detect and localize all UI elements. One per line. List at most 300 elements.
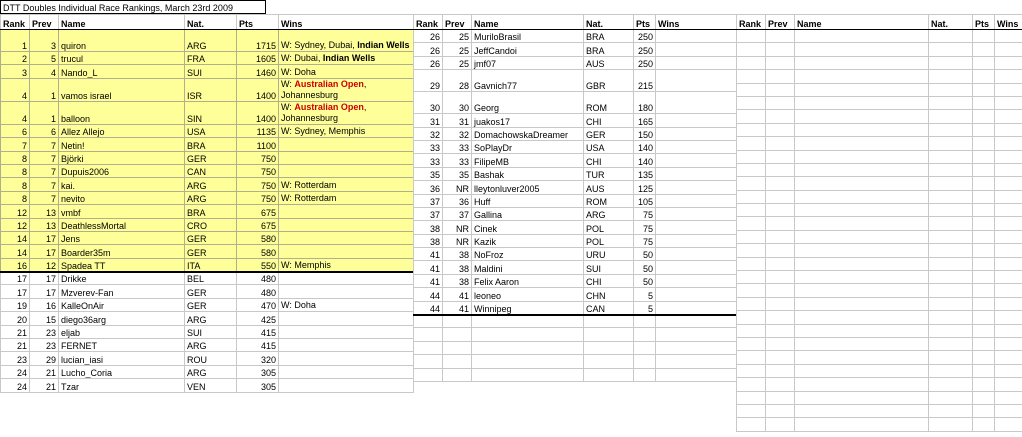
header-wins: Wins (656, 15, 737, 30)
empty-cell (634, 315, 656, 328)
empty-row (737, 230, 1022, 243)
empty-cell (795, 284, 929, 297)
empty-cell (472, 328, 584, 341)
prev-cell: 33 (443, 140, 472, 153)
empty-row (737, 271, 1022, 284)
wins-cell (656, 114, 737, 127)
empty-row (737, 123, 1022, 136)
nat-cell: ITA (185, 258, 237, 271)
pts-cell: 215 (634, 70, 656, 92)
pts-cell: 480 (237, 285, 279, 298)
nat-cell: CHI (584, 274, 634, 287)
nat-cell: AUS (584, 56, 634, 69)
rank-cell: 36 (414, 181, 443, 194)
prev-cell: 23 (30, 339, 59, 352)
wins-cell (279, 138, 414, 151)
empty-cell (995, 378, 1022, 391)
empty-cell (737, 137, 766, 150)
table-row (414, 70, 737, 92)
empty-cell (995, 257, 1022, 270)
nat-cell: ISR (185, 78, 237, 101)
prev-cell: 30 (443, 92, 472, 114)
empty-cell (973, 324, 995, 337)
name-cell: vamos israel (59, 78, 185, 101)
empty-cell (973, 123, 995, 136)
rank-cell: 38 (414, 234, 443, 247)
empty-cell (795, 137, 929, 150)
wins-cell (279, 205, 414, 218)
table-row (1, 205, 414, 218)
empty-cell (766, 391, 795, 404)
empty-cell (443, 368, 472, 381)
empty-cell (995, 204, 1022, 217)
wins-cell (656, 43, 737, 56)
empty-cell (795, 123, 929, 136)
empty-cell (929, 30, 973, 43)
empty-cell (414, 328, 443, 341)
prev-cell: NR (443, 181, 472, 194)
rank-cell: 38 (414, 221, 443, 234)
wins-cell (279, 312, 414, 325)
wins-text: , Johannesburg (281, 78, 367, 100)
name-cell: JeffCandoi (472, 43, 584, 56)
empty-cell (795, 257, 929, 270)
empty-row (414, 355, 737, 368)
empty-cell (973, 418, 995, 431)
empty-cell (973, 137, 995, 150)
name-cell: Björki (59, 151, 185, 164)
empty-cell (766, 163, 795, 176)
empty-cell (995, 297, 1022, 310)
empty-cell (973, 30, 995, 43)
empty-cell (973, 204, 995, 217)
empty-cell (973, 351, 995, 364)
nat-cell: GER (185, 245, 237, 258)
empty-row (737, 391, 1022, 404)
empty-cell (795, 43, 929, 56)
empty-row (737, 297, 1022, 310)
empty-cell (929, 150, 973, 163)
pts-cell: 1100 (237, 138, 279, 151)
empty-cell (656, 315, 737, 328)
rank-cell: 26 (414, 30, 443, 43)
empty-row (414, 315, 737, 328)
empty-cell (737, 364, 766, 377)
empty-cell (795, 244, 929, 257)
name-cell: juakos17 (472, 114, 584, 127)
header-prev: Prev (30, 15, 59, 30)
pts-cell: 305 (237, 365, 279, 378)
empty-cell (929, 177, 973, 190)
empty-cell (995, 30, 1022, 43)
prev-cell: 5 (30, 52, 59, 65)
nat-cell: ARG (185, 365, 237, 378)
empty-cell (656, 355, 737, 368)
empty-cell (973, 163, 995, 176)
table-row (414, 114, 737, 127)
rank-cell: 8 (1, 191, 30, 204)
rank-cell: 8 (1, 178, 30, 191)
rank-cell: 44 (414, 288, 443, 301)
rank-cell: 14 (1, 245, 30, 258)
empty-row (737, 30, 1022, 43)
rankings-table-1 (0, 14, 414, 393)
empty-cell (766, 297, 795, 310)
table-row (1, 379, 414, 392)
table-row (414, 167, 737, 180)
rank-cell: 26 (414, 56, 443, 69)
empty-row (737, 311, 1022, 324)
wins-cell (656, 70, 737, 92)
table-row (414, 56, 737, 69)
header-row (737, 15, 1022, 30)
rank-cell: 41 (414, 274, 443, 287)
empty-cell (995, 230, 1022, 243)
prev-cell: 25 (443, 56, 472, 69)
rank-cell: 4 (1, 101, 30, 124)
empty-cell (766, 230, 795, 243)
wins-text: Australian Open (294, 78, 364, 89)
empty-cell (766, 137, 795, 150)
name-cell: kai. (59, 178, 185, 191)
wins-cell (279, 365, 414, 378)
name-cell: jmf07 (472, 56, 584, 69)
empty-cell (737, 150, 766, 163)
header-pts: Pts (973, 15, 995, 30)
name-cell: vmbf (59, 205, 185, 218)
empty-cell (634, 328, 656, 341)
empty-cell (995, 70, 1022, 83)
rank-cell: 41 (414, 248, 443, 261)
empty-cell (737, 204, 766, 217)
rank-cell: 32 (414, 127, 443, 140)
pts-cell: 165 (634, 114, 656, 127)
prev-cell: 17 (30, 285, 59, 298)
pts-cell: 1135 (237, 124, 279, 137)
pts-cell: 105 (634, 194, 656, 207)
rank-cell: 29 (414, 70, 443, 92)
empty-cell (584, 368, 634, 381)
name-cell: eljab (59, 325, 185, 338)
wins-text: Indian Wells (322, 53, 376, 64)
table-row (414, 43, 737, 56)
nat-cell: URU (584, 248, 634, 261)
rank-cell: 37 (414, 207, 443, 220)
empty-cell (584, 355, 634, 368)
empty-cell (766, 150, 795, 163)
nat-cell: SUI (584, 261, 634, 274)
empty-cell (584, 315, 634, 328)
name-cell: Dupuis2006 (59, 164, 185, 177)
wins-cell (279, 298, 414, 311)
empty-cell (995, 324, 1022, 337)
rank-cell: 12 (1, 205, 30, 218)
empty-cell (995, 110, 1022, 123)
empty-cell (995, 271, 1022, 284)
wins-text: W: Sydney, Memphis (281, 126, 366, 137)
wins-cell (656, 301, 737, 314)
empty-cell (766, 217, 795, 230)
empty-row (737, 110, 1022, 123)
empty-cell (929, 123, 973, 136)
rank-cell: 33 (414, 140, 443, 153)
empty-cell (973, 217, 995, 230)
empty-row (414, 341, 737, 354)
table-row (1, 191, 414, 204)
empty-cell (737, 284, 766, 297)
table-row (1, 312, 414, 325)
empty-cell (766, 351, 795, 364)
name-cell: Lucho_Coria (59, 365, 185, 378)
empty-cell (995, 137, 1022, 150)
prev-cell: 38 (443, 274, 472, 287)
empty-cell (584, 341, 634, 354)
nat-cell: CHI (584, 154, 634, 167)
empty-cell (929, 190, 973, 203)
pts-cell: 675 (237, 205, 279, 218)
rank-cell: 20 (1, 312, 30, 325)
empty-cell (995, 364, 1022, 377)
empty-cell (995, 96, 1022, 109)
wins-cell (656, 30, 737, 43)
wins-cell (656, 261, 737, 274)
empty-cell (737, 351, 766, 364)
pts-cell: 480 (237, 272, 279, 285)
prev-cell: 16 (30, 298, 59, 311)
header-nat: Nat. (929, 15, 973, 30)
empty-cell (795, 378, 929, 391)
rank-cell: 30 (414, 92, 443, 114)
empty-cell (766, 177, 795, 190)
prev-cell: 1 (30, 78, 59, 101)
wins-cell (656, 56, 737, 69)
nat-cell: BRA (584, 30, 634, 43)
prev-cell: 17 (30, 272, 59, 285)
nat-cell: AUS (584, 181, 634, 194)
pts-cell: 1715 (237, 30, 279, 52)
prev-cell: 38 (443, 261, 472, 274)
prev-cell: 7 (30, 191, 59, 204)
nat-cell: GER (185, 231, 237, 244)
wins-cell (279, 218, 414, 231)
nat-cell: SIN (185, 101, 237, 124)
empty-cell (584, 328, 634, 341)
empty-row (737, 150, 1022, 163)
name-cell: Winnipeg (472, 301, 584, 314)
empty-cell (414, 315, 443, 328)
empty-cell (634, 355, 656, 368)
wins-cell (279, 379, 414, 392)
empty-cell (795, 150, 929, 163)
empty-cell (737, 378, 766, 391)
empty-cell (766, 204, 795, 217)
header-name: Name (472, 15, 584, 30)
header-rank: Rank (414, 15, 443, 30)
wins-cell (656, 221, 737, 234)
empty-cell (795, 364, 929, 377)
table-row (414, 194, 737, 207)
header-pts: Pts (634, 15, 656, 30)
prev-cell: 41 (443, 301, 472, 314)
empty-cell (973, 337, 995, 350)
rank-cell: 44 (414, 301, 443, 314)
empty-row (737, 163, 1022, 176)
nat-cell: USA (185, 124, 237, 137)
empty-cell (929, 244, 973, 257)
empty-cell (973, 271, 995, 284)
empty-cell (795, 297, 929, 310)
empty-cell (766, 364, 795, 377)
prev-cell: 1 (30, 101, 59, 124)
table-row (1, 365, 414, 378)
empty-cell (929, 404, 973, 417)
table-row (414, 207, 737, 220)
rank-cell: 14 (1, 231, 30, 244)
name-cell: FilipeMB (472, 154, 584, 167)
empty-cell (443, 355, 472, 368)
empty-cell (929, 324, 973, 337)
nat-cell: USA (584, 140, 634, 153)
empty-cell (929, 70, 973, 83)
table-row (1, 285, 414, 298)
header-name: Name (59, 15, 185, 30)
empty-row (737, 56, 1022, 69)
table-row (1, 178, 414, 191)
empty-cell (737, 297, 766, 310)
prev-cell: NR (443, 234, 472, 247)
empty-cell (737, 83, 766, 96)
empty-cell (737, 391, 766, 404)
empty-cell (995, 391, 1022, 404)
pts-cell: 50 (634, 248, 656, 261)
nat-cell: ROU (185, 352, 237, 365)
prev-cell: 31 (443, 114, 472, 127)
table-row (1, 30, 414, 52)
empty-cell (737, 337, 766, 350)
nat-cell: ARG (185, 191, 237, 204)
empty-row (737, 284, 1022, 297)
name-cell: Bashak (472, 167, 584, 180)
empty-cell (766, 257, 795, 270)
pts-cell: 1605 (237, 52, 279, 65)
rank-cell: 8 (1, 151, 30, 164)
name-cell: DomachowskaDreamer (472, 127, 584, 140)
empty-cell (929, 257, 973, 270)
empty-cell (472, 315, 584, 328)
empty-cell (443, 328, 472, 341)
wins-cell (279, 30, 414, 52)
empty-cell (973, 297, 995, 310)
table-row (414, 221, 737, 234)
wins-cell (279, 191, 414, 204)
empty-cell (973, 378, 995, 391)
name-cell: DeathlessMortal (59, 218, 185, 231)
prev-cell: 13 (30, 218, 59, 231)
empty-cell (795, 391, 929, 404)
wins-cell (279, 78, 414, 101)
table-row (414, 248, 737, 261)
empty-cell (472, 368, 584, 381)
name-cell: nevito (59, 191, 185, 204)
empty-cell (995, 83, 1022, 96)
pts-cell: 1400 (237, 78, 279, 101)
empty-row (737, 190, 1022, 203)
table-row (1, 272, 414, 285)
empty-cell (973, 110, 995, 123)
pts-cell: 75 (634, 221, 656, 234)
empty-cell (656, 341, 737, 354)
rank-cell: 31 (414, 114, 443, 127)
wins-cell (656, 194, 737, 207)
wins-text: W: Rotterdam (281, 193, 337, 204)
empty-cell (973, 391, 995, 404)
name-cell: balloon (59, 101, 185, 124)
table-row (1, 65, 414, 78)
name-cell: Drikke (59, 272, 185, 285)
empty-cell (973, 311, 995, 324)
wins-text: W: Doha (281, 66, 316, 77)
header-prev: Prev (443, 15, 472, 30)
header-prev: Prev (766, 15, 795, 30)
empty-cell (737, 56, 766, 69)
prev-cell: 21 (30, 365, 59, 378)
table-row (1, 231, 414, 244)
header-wins: Wins (995, 15, 1022, 30)
empty-cell (973, 404, 995, 417)
wins-cell (279, 231, 414, 244)
empty-cell (995, 43, 1022, 56)
nat-cell: CHN (584, 288, 634, 301)
prev-cell: 7 (30, 178, 59, 191)
empty-cell (766, 404, 795, 417)
rank-cell: 24 (1, 379, 30, 392)
empty-cell (929, 378, 973, 391)
prev-cell: 36 (443, 194, 472, 207)
wins-cell (656, 248, 737, 261)
wins-cell (279, 65, 414, 78)
pts-cell: 140 (634, 140, 656, 153)
wins-cell (279, 101, 414, 124)
empty-cell (929, 110, 973, 123)
empty-cell (634, 341, 656, 354)
prev-cell: 25 (443, 30, 472, 43)
empty-cell (795, 110, 929, 123)
pts-cell: 750 (237, 151, 279, 164)
empty-cell (737, 190, 766, 203)
empty-row (737, 351, 1022, 364)
pts-cell: 1460 (237, 65, 279, 78)
nat-cell: ROM (584, 92, 634, 114)
empty-cell (766, 418, 795, 431)
empty-cell (929, 43, 973, 56)
rank-cell: 1 (1, 30, 30, 52)
empty-cell (995, 177, 1022, 190)
empty-row (414, 328, 737, 341)
name-cell: NoFroz (472, 248, 584, 261)
empty-cell (795, 311, 929, 324)
empty-cell (795, 56, 929, 69)
empty-cell (795, 271, 929, 284)
prev-cell: 6 (30, 124, 59, 137)
table-row (414, 261, 737, 274)
empty-cell (973, 284, 995, 297)
prev-cell: 7 (30, 164, 59, 177)
table-row (1, 298, 414, 311)
table-row (1, 164, 414, 177)
pts-cell: 180 (634, 92, 656, 114)
rank-cell: 21 (1, 325, 30, 338)
wins-cell (656, 274, 737, 287)
